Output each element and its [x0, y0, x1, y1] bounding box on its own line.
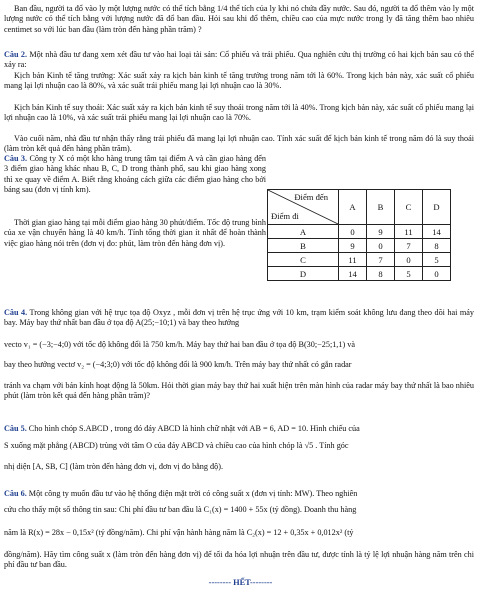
col-header: A — [339, 190, 367, 225]
q3-text1: Công ty X có một kho hàng trung tâm tại điểm A và cần giao hàng đến 3 điểm giao hàng khác nhau B, C, D trong thành phố, sau khi giao hàng xong thì xe quay về điểm A. Biết rằng khoảng cách giữa các điểm giao hàng cho bởi bảng sau (đơn vị tính km). — [4, 154, 267, 195]
row-header: B — [268, 239, 339, 253]
q4-line3: bay theo hướng vectơ v₂ = (−4;3;0) với tốc độ không đổi là 900 km/h. Trên máy bay thứ nhất có gắn radar — [4, 360, 352, 369]
q5-text1: Cho hình chóp S.ABCD , trong đó đáy ABCD là hình chữ nhật với AB = 6, AD = 10. Hình chiếu của — [28, 424, 360, 433]
q2-scenario-growth: Kịch bản Kinh tế tăng trưởng: Xác suất xảy ra kịch bản kinh tế tăng trưởng trong năm tới là 60%. Trong kịch bản này, xác suất cổ phiếu mang lại lợi nhuận cao là 80%, và xác suất trái phiếu mang lại lợi nhuận cao là 30%. — [4, 71, 474, 91]
table-row — [268, 225, 451, 239]
q5-line2: S xuống mặt phẳng (ABCD) trùng với tâm O của đáy ABCD và chiều cao của hình chóp là √5 . Tính góc — [4, 441, 349, 450]
end-marker: -------- HẾT-------- — [208, 578, 273, 587]
table-row — [268, 253, 451, 267]
q4-label: Câu 4. — [4, 308, 28, 317]
table-cell: 11 — [339, 253, 367, 267]
q6-line3: năm là R(x) = 28x − 0,15x² (tỷ đồng/năm). Chi phí vận hành hàng năm là C₂(x) = 12 + 0,35x + 0,012x² (tỷ — [4, 528, 354, 537]
col-header: C — [395, 190, 423, 225]
q4-line1 — [4, 308, 474, 329]
table-cell: 0 — [367, 239, 395, 253]
table-header-row — [268, 190, 451, 225]
table-cell: 0 — [423, 267, 451, 281]
q1-tail-paragraph: Ban đầu, người ta đổ vào ly một lượng nước có thể tích bằng 1/4 thể tích của ly khi nó chứa đầy nước. Sau đó, người ta đổ thêm vào ly một lượng nước có thể tích bằng với lượng nước đã đổ ban đầu. Hỏi sau khi đổ thêm, chiều cao của mực nước trong ly đã tăng thêm bao nhiêu centimet so với lúc ban đầu (làm tròn đến hàng phần trăm) ? — [4, 4, 474, 34]
table-cell: 5 — [423, 253, 451, 267]
table-cell: 7 — [367, 253, 395, 267]
q4-text1: Trong không gian với hệ trục tọa độ Oxyz , mỗi đơn vị trên hệ trục ứng với 10 km, trạm kiểm soát không lưu đang theo dõi hai máy bay. Máy bay thứ nhất ban đầu ở tọa độ A(25;−10;1) và bay theo hướng — [4, 308, 475, 328]
table-corner-cell — [268, 190, 339, 225]
table-cell: 5 — [395, 267, 423, 281]
table-cell: 0 — [395, 253, 423, 267]
q6-text1: Một công ty muốn đầu tư vào hệ thống điện mặt trời có công suất x (đơn vị tính: MW). Theo nghiên — [28, 489, 358, 498]
q2-intro-text: Một nhà đầu tư đang xem xét đầu tư vào hai loại tài sản: Cổ phiếu và trái phiếu. Qua nghiên cứu thị trường có hai kịch bản sau có thể xảy ra: — [4, 50, 475, 70]
table-row — [268, 267, 451, 281]
table-cell: 9 — [367, 225, 395, 239]
q2-scenario-recession: Kịch bản Kinh tế suy thoái: Xác suất xảy ra kịch bản kinh tế suy thoái trong năm tới là 40%. Trong kịch bản này, xác suất cổ phiếu mang lại lợi nhuận cao là 10%, và xác suất trái phiếu mang lại lợi nhuận cao là 70%. — [4, 103, 474, 123]
q4-line4: tránh va chạm với bán kính hoạt động là 50km. Hỏi thời gian máy bay thứ hai xuất hiện trên màn hình của radar máy bay thứ nhất là bao nhiêu phút (làm tròn kết quả đến hàng phần trăm)? — [4, 381, 474, 401]
q3-label: Câu 3. — [4, 154, 28, 163]
distance-table — [267, 189, 451, 281]
table-cell: 11 — [395, 225, 423, 239]
q3-text — [4, 154, 266, 196]
row-header: D — [268, 267, 339, 281]
table-cell: 8 — [423, 239, 451, 253]
row-header: A — [268, 225, 339, 239]
q6-line2: cứu cho thấy một số thông tin sau: Chi phí đầu tư ban đầu là C₁(x) = 1400 + 55x (tỷ đồng). Doanh thu hàng — [4, 505, 357, 514]
q5-line3: nhị diện [A, SB, C] (làm tròn đến hàng đơn vị, đơn vị đo bằng độ). — [4, 462, 224, 471]
q4-line2: vecto v₁ = (−3;−4;0) với tốc độ không đổi là 750 km/h. Máy bay thứ hai ban đầu ở tọa độ B(30;−25;1,1) và — [4, 340, 355, 349]
table-cell: 14 — [423, 225, 451, 239]
table-cell: 7 — [395, 239, 423, 253]
table-cell: 0 — [339, 225, 367, 239]
corner-top-label: Điểm đến — [294, 192, 328, 202]
q6-label: Câu 6. — [4, 489, 27, 498]
q5-label: Câu 5. — [4, 424, 27, 433]
q3-text2: Thời gian giao hàng tại mỗi điểm giao hàng 30 phút/điểm. Tốc độ trung bình của xe vận chuyển hàng là 40 km/h. Tính tổng thời gian ít nhất để hoàn thành việc giao hàng nói trên (đơn vị đo: phút, làm tròn đến hàng đơn vị). — [4, 218, 266, 248]
q6-line4: đồng/năm). Hãy tìm công suất x (làm tròn đến hàng đơn vị) để tối đa hóa lợi nhuận trên đầu tư, được tính là tỷ lệ lợi nhuận hàng năm trên chi phí đầu tư ban đầu. — [4, 550, 474, 570]
row-header: C — [268, 253, 339, 267]
col-header: D — [423, 190, 451, 225]
q2-label: Câu 2. — [4, 50, 28, 59]
q6-line1 — [4, 489, 474, 499]
q5-line1 — [4, 424, 474, 434]
corner-bottom-label: Điểm đi — [271, 211, 299, 221]
col-header: B — [367, 190, 395, 225]
table-cell: 9 — [339, 239, 367, 253]
q2-question: Vào cuối năm, nhà đầu tư nhận thấy rằng trái phiếu đã mang lại lợi nhuận cao. Tính xác suất để kịch bản kinh tế trong năm đó là suy thoái (làm tròn kết quả đến hàng phần trăm). — [4, 134, 474, 154]
q2-intro — [4, 50, 474, 71]
table-cell: 8 — [367, 267, 395, 281]
table-cell: 14 — [339, 267, 367, 281]
table-row — [268, 239, 451, 253]
